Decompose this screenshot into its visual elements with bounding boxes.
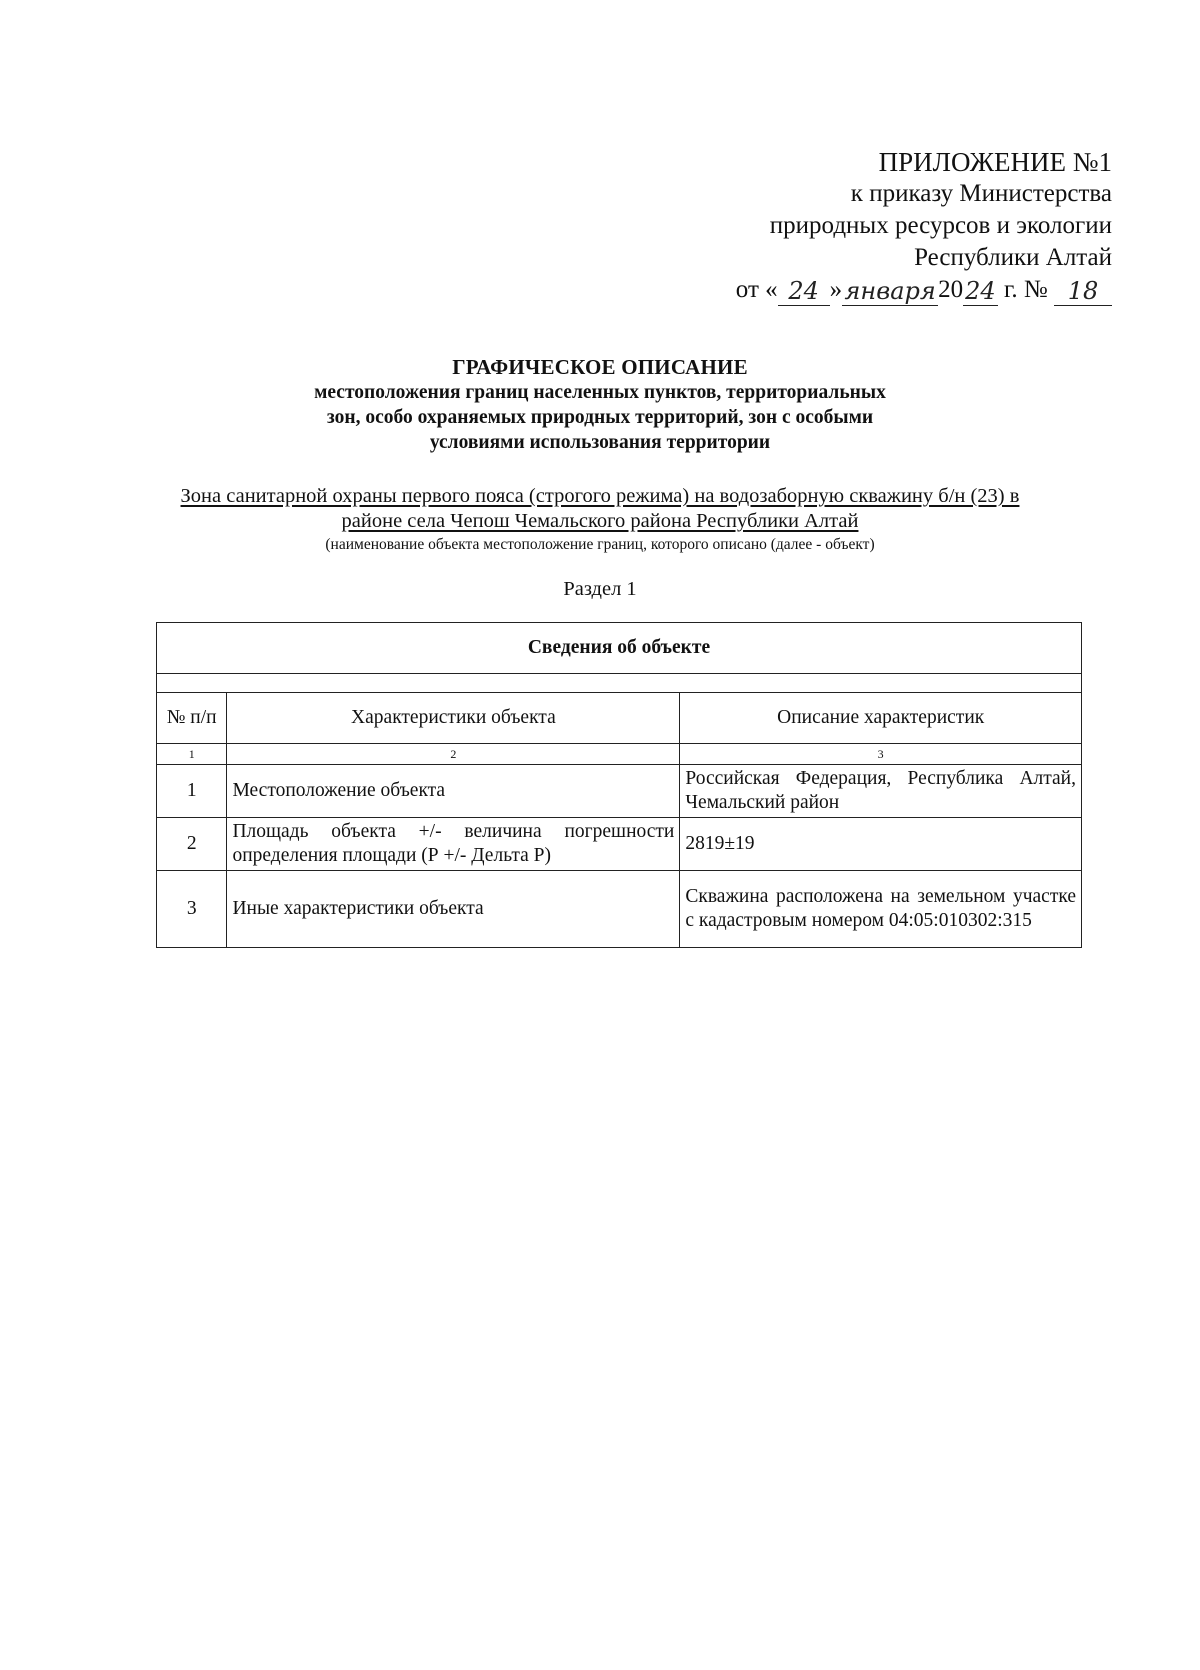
column-index-1: 1 [157, 744, 227, 765]
appendix-line-2: к приказу Министерства [850, 180, 1112, 207]
handwritten-month: января [842, 277, 938, 306]
row-description: Российская Федерация, Республика Алтай, Чемальский район [680, 765, 1082, 818]
table-column-index-row [157, 744, 1082, 765]
row-number: 3 [157, 871, 227, 948]
row-description: Скважина расположена на земельном участке с кадастровым номером 04:05:010302:315 [680, 871, 1082, 948]
document-title: ГРАФИЧЕСКОЕ ОПИСАНИЕ [452, 355, 748, 379]
table-blank-row [157, 674, 1082, 693]
column-index-2: 2 [227, 744, 680, 765]
year-postfix: г. № [997, 276, 1054, 303]
title-sub-line-1: местоположения границ населенных пунктов, территориальных [314, 382, 886, 403]
table-row [157, 818, 1082, 871]
section-label: Раздел 1 [563, 578, 637, 600]
object-caption: (наименование объекта местоположение границ, которого описано (далее - объект) [325, 536, 875, 553]
date-separator: » [829, 276, 843, 303]
column-header-description: Описание характеристик [680, 693, 1082, 744]
object-name-line-2: районе села Чепош Чемальского района Республики Алтай [341, 510, 859, 532]
table-heading-row [157, 623, 1082, 674]
order-date-line [552, 274, 1112, 306]
row-number: 2 [157, 818, 227, 871]
appendix-title: ПРИЛОЖЕНИЕ №1 [878, 147, 1112, 177]
title-sub-line-3: условиями использования территории [429, 432, 771, 453]
table-row [157, 871, 1082, 948]
row-number: 1 [157, 765, 227, 818]
date-prefix: от « [735, 276, 778, 303]
table-row [157, 765, 1082, 818]
title-sub-line-2: зон, особо охраняемых природных территорий, зон с особыми [326, 407, 874, 428]
handwritten-order-number: 18 [1054, 277, 1112, 306]
handwritten-day: 24 [778, 277, 830, 306]
column-header-number: № п/п [157, 693, 227, 744]
table-column-header-row [157, 693, 1082, 744]
row-characteristic: Местоположение объекта [227, 765, 680, 818]
object-name-line-1: Зона санитарной охраны первого пояса (строгого режима) на водозаборную скважину б/н (23) в [180, 485, 1020, 507]
table-heading: Сведения об объекте [157, 623, 1082, 674]
row-description: 2819±19 [680, 818, 1082, 871]
object-info-table [156, 622, 1082, 948]
appendix-line-4: Республики Алтай [914, 244, 1112, 271]
column-header-characteristic: Характеристики объекта [227, 693, 680, 744]
column-index-3: 3 [680, 744, 1082, 765]
object-name-block [140, 484, 1060, 555]
row-characteristic: Иные характеристики объекта [227, 871, 680, 948]
title-block [150, 354, 1050, 455]
appendix-line-3: природных ресурсов и экологии [769, 212, 1112, 239]
year-prefix: 20 [938, 276, 964, 303]
row-characteristic: Площадь объекта +/- величина погрешности определения площади (Р +/- Дельта Р) [227, 818, 680, 871]
handwritten-year: 24 [965, 277, 996, 305]
appendix-header [552, 146, 1112, 306]
